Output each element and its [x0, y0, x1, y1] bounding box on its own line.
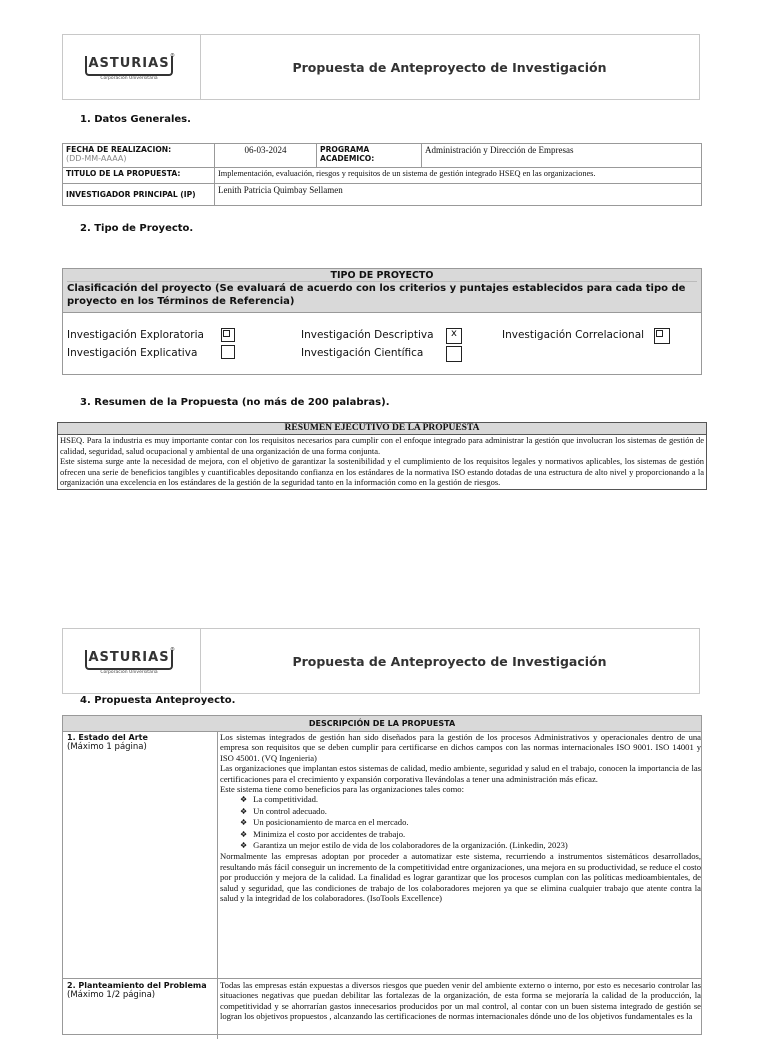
fecha-label: FECHA DE REALIZACION:: [66, 145, 172, 154]
descripcion-table: [62, 715, 702, 1035]
programa-label: PROGRAMA ACADEMICO:: [317, 144, 422, 168]
tipo-proyecto-table: [62, 268, 702, 375]
list-item: ❖ Un control adecuado.: [254, 806, 701, 817]
estado-arte-p2: Las organizaciones que implantan estos sistemas de calidad, medio ambiente, seguridad y salud en el trabajo, conocen la importancia de las certificaciones para el crecimiento y expansión corporativa llevándolas a tener una administración más eficaz.: [220, 763, 701, 784]
logo-cell-2: [63, 629, 201, 693]
programa-value: Administración y Dirección de Empresas: [422, 144, 702, 168]
resumen-title: RESUMEN EJECUTIVO DE LA PROPUESTA: [58, 423, 706, 435]
section-2-heading: 2. Tipo de Proyecto.: [80, 223, 194, 234]
fecha-label-cell: [63, 144, 215, 168]
option-explicativa-checkbox[interactable]: [221, 345, 235, 359]
estado-arte-label-cell: [63, 732, 218, 978]
investigador-value: Lenith Patricia Quimbay Sellamen: [215, 184, 702, 206]
resumen-paragraph-2: Este sistema surge ante la necesidad de mejora, con el objetivo de garantizar la sostenibilidad y el cumplimiento de los requisitos legales y normativos aplicables, los sistemas de gestión ofrecen una serie de beneficios tangibles y cuantificables depositando confianza en los estándares de la normativa ISO estando dotadas de una estructura de alto nivel y proporcionando a la organización una excelencia en los estándares de la gestión de la seguridad tanto en la información como en la gestión de riesgos.: [60, 456, 704, 488]
datos-generales-table: [62, 143, 702, 206]
estado-arte-p1: Los sistemas integrados de gestión han sido diseñados para la gestión de los procesos Administrativos y operacionales dentro de una empresa son requisitos que se deben cumplir para certificarse en dichos campos con las normas internacionales ISO 9001. ISO 14001 y ISO 45001. (VQ Ingenieria): [220, 732, 701, 763]
problema-label: 2. Planteamiento del Problema: [67, 981, 207, 990]
problema-label-cell: [63, 979, 218, 1039]
problema-note: (Máximo 1/2 página): [67, 990, 156, 1000]
section-3-heading: 3. Resumen de la Propuesta (no más de 200 palabras).: [80, 397, 390, 408]
section-4-heading: 4. Propuesta Anteproyecto.: [80, 695, 236, 706]
option-correlacional-label: Investigación Correlacional: [502, 329, 645, 341]
list-item: ❖ Garantiza un mejor estilo de vida de los colaboradores de la organización. (Linkedin, 2023): [254, 840, 701, 851]
option-exploratoria-checkbox[interactable]: [221, 328, 235, 342]
estado-arte-content: [220, 732, 701, 904]
option-descriptiva-checkbox[interactable]: x: [446, 328, 462, 344]
document-title-2: Propuesta de Anteproyecto de Investigación: [292, 653, 607, 669]
estado-arte-p4: Normalmente las empresas adoptan por proceder a automatizar este sistema, recurriendo a instrumentos sistemáticos desarrollados, resultando más fácil conseguir un incremento de la competitividad entre organizaciones, una mejora en su productividad, se reduce el costo por producción y mejora de la calidad. La finalidad es lograr garantizar que los procesos cumplan con las políticas medioambientales, de salud y seguridad, que las condiciones de trabajo de los colaboradores mejoren ya que se elimina cualquier trabajo que atente contra la salud y la integridad de los colaboradores. (IsoTools Excellence): [220, 851, 701, 904]
option-exploratoria-label: Investigación Exploratoria: [67, 329, 204, 341]
logo-subtitle-2: Corporación Universitaria: [100, 670, 158, 675]
list-item: ❖ Minimiza el costo por accidentes de trabajo.: [254, 829, 701, 840]
option-descriptiva-label: Investigación Descriptiva: [301, 329, 434, 341]
list-item: ❖ La competitividad.: [254, 794, 701, 805]
resumen-paragraph-1: HSEQ. Para la industria es muy importante contar con los requisitos necesarios para cumplir con el enfoque integrado para administrar la gestión que involucran los sistemas de gestión de calidad, seguridad, salud ocupacional y ambiental de una organización de una forma conjunta.: [60, 435, 704, 456]
asturias-logo: ASTURIAS: [85, 56, 173, 76]
option-explicativa-label: Investigación Explicativa: [67, 347, 198, 359]
option-correlacional-checkbox[interactable]: [654, 328, 670, 344]
titulo-value: Implementación, evaluación, riesgos y requisitos de un sistema de gestión integrado HSEQ en las organizaciones.: [215, 168, 702, 184]
descripcion-title: DESCRIPCIÓN DE LA PROPUESTA: [63, 716, 701, 732]
titulo-label: TITULO DE LA PROPUESTA:: [63, 168, 215, 184]
clasificacion-text: Clasificación del proyecto (Se evaluará de acuerdo con los criterios y puntajes establecidos para cada tipo de proyecto en los Términos de Referencia): [67, 281, 697, 308]
page-header-2: [62, 628, 700, 694]
fecha-format: (DD-MM-AAAA): [66, 154, 127, 163]
fecha-value: 06-03-2024: [215, 144, 317, 168]
logo-registered-mark-2: ®: [170, 647, 175, 653]
logo-subtitle: Corporación Universitaria: [100, 76, 158, 81]
section-1-heading: 1. Datos Generales.: [80, 114, 191, 125]
logo-cell: [63, 35, 201, 99]
resumen-table: [57, 422, 707, 490]
logo-registered-mark: ®: [170, 53, 175, 59]
estado-arte-p3: Este sistema tiene como beneficios para las organizaciones tales como:: [220, 784, 464, 795]
investigador-label: INVESTIGADOR PRINCIPAL (IP): [63, 184, 215, 206]
problema-content: Todas las empresas están expuestas a diversos riesgos que pueden venir del ambiente externo o interno, por esto es necesario controlar las situaciones negativas que puedan debilitar las fortalezas de la organización, de esta forma se mejoraría la calidad de la producción, la competitividad y se ahorrarían gastos innecesarios producidos por un mal control, al contar con un buen sistema integrado de gestión se logran los objetivos propuestos , alcanzando las certificaciones de normas internacionales dónde uno de los objetivos fundamentales es la: [220, 980, 701, 1022]
option-cientifica-label: Investigación Científica: [301, 347, 424, 359]
option-cientifica-checkbox[interactable]: [446, 346, 462, 362]
estado-arte-label: 1. Estado del Arte: [67, 733, 148, 742]
tipo-proyecto-header: [63, 269, 701, 313]
page-header: [62, 34, 700, 100]
document-title: Propuesta de Anteproyecto de Investigación: [292, 59, 607, 75]
asturias-logo-2: ASTURIAS: [85, 650, 173, 670]
tipo-proyecto-title: TIPO DE PROYECTO: [330, 270, 434, 281]
estado-arte-note: (Máximo 1 página): [67, 742, 147, 752]
list-item: ❖ Un posicionamiento de marca en el mercado.: [254, 817, 701, 828]
beneficios-list: [220, 794, 701, 851]
